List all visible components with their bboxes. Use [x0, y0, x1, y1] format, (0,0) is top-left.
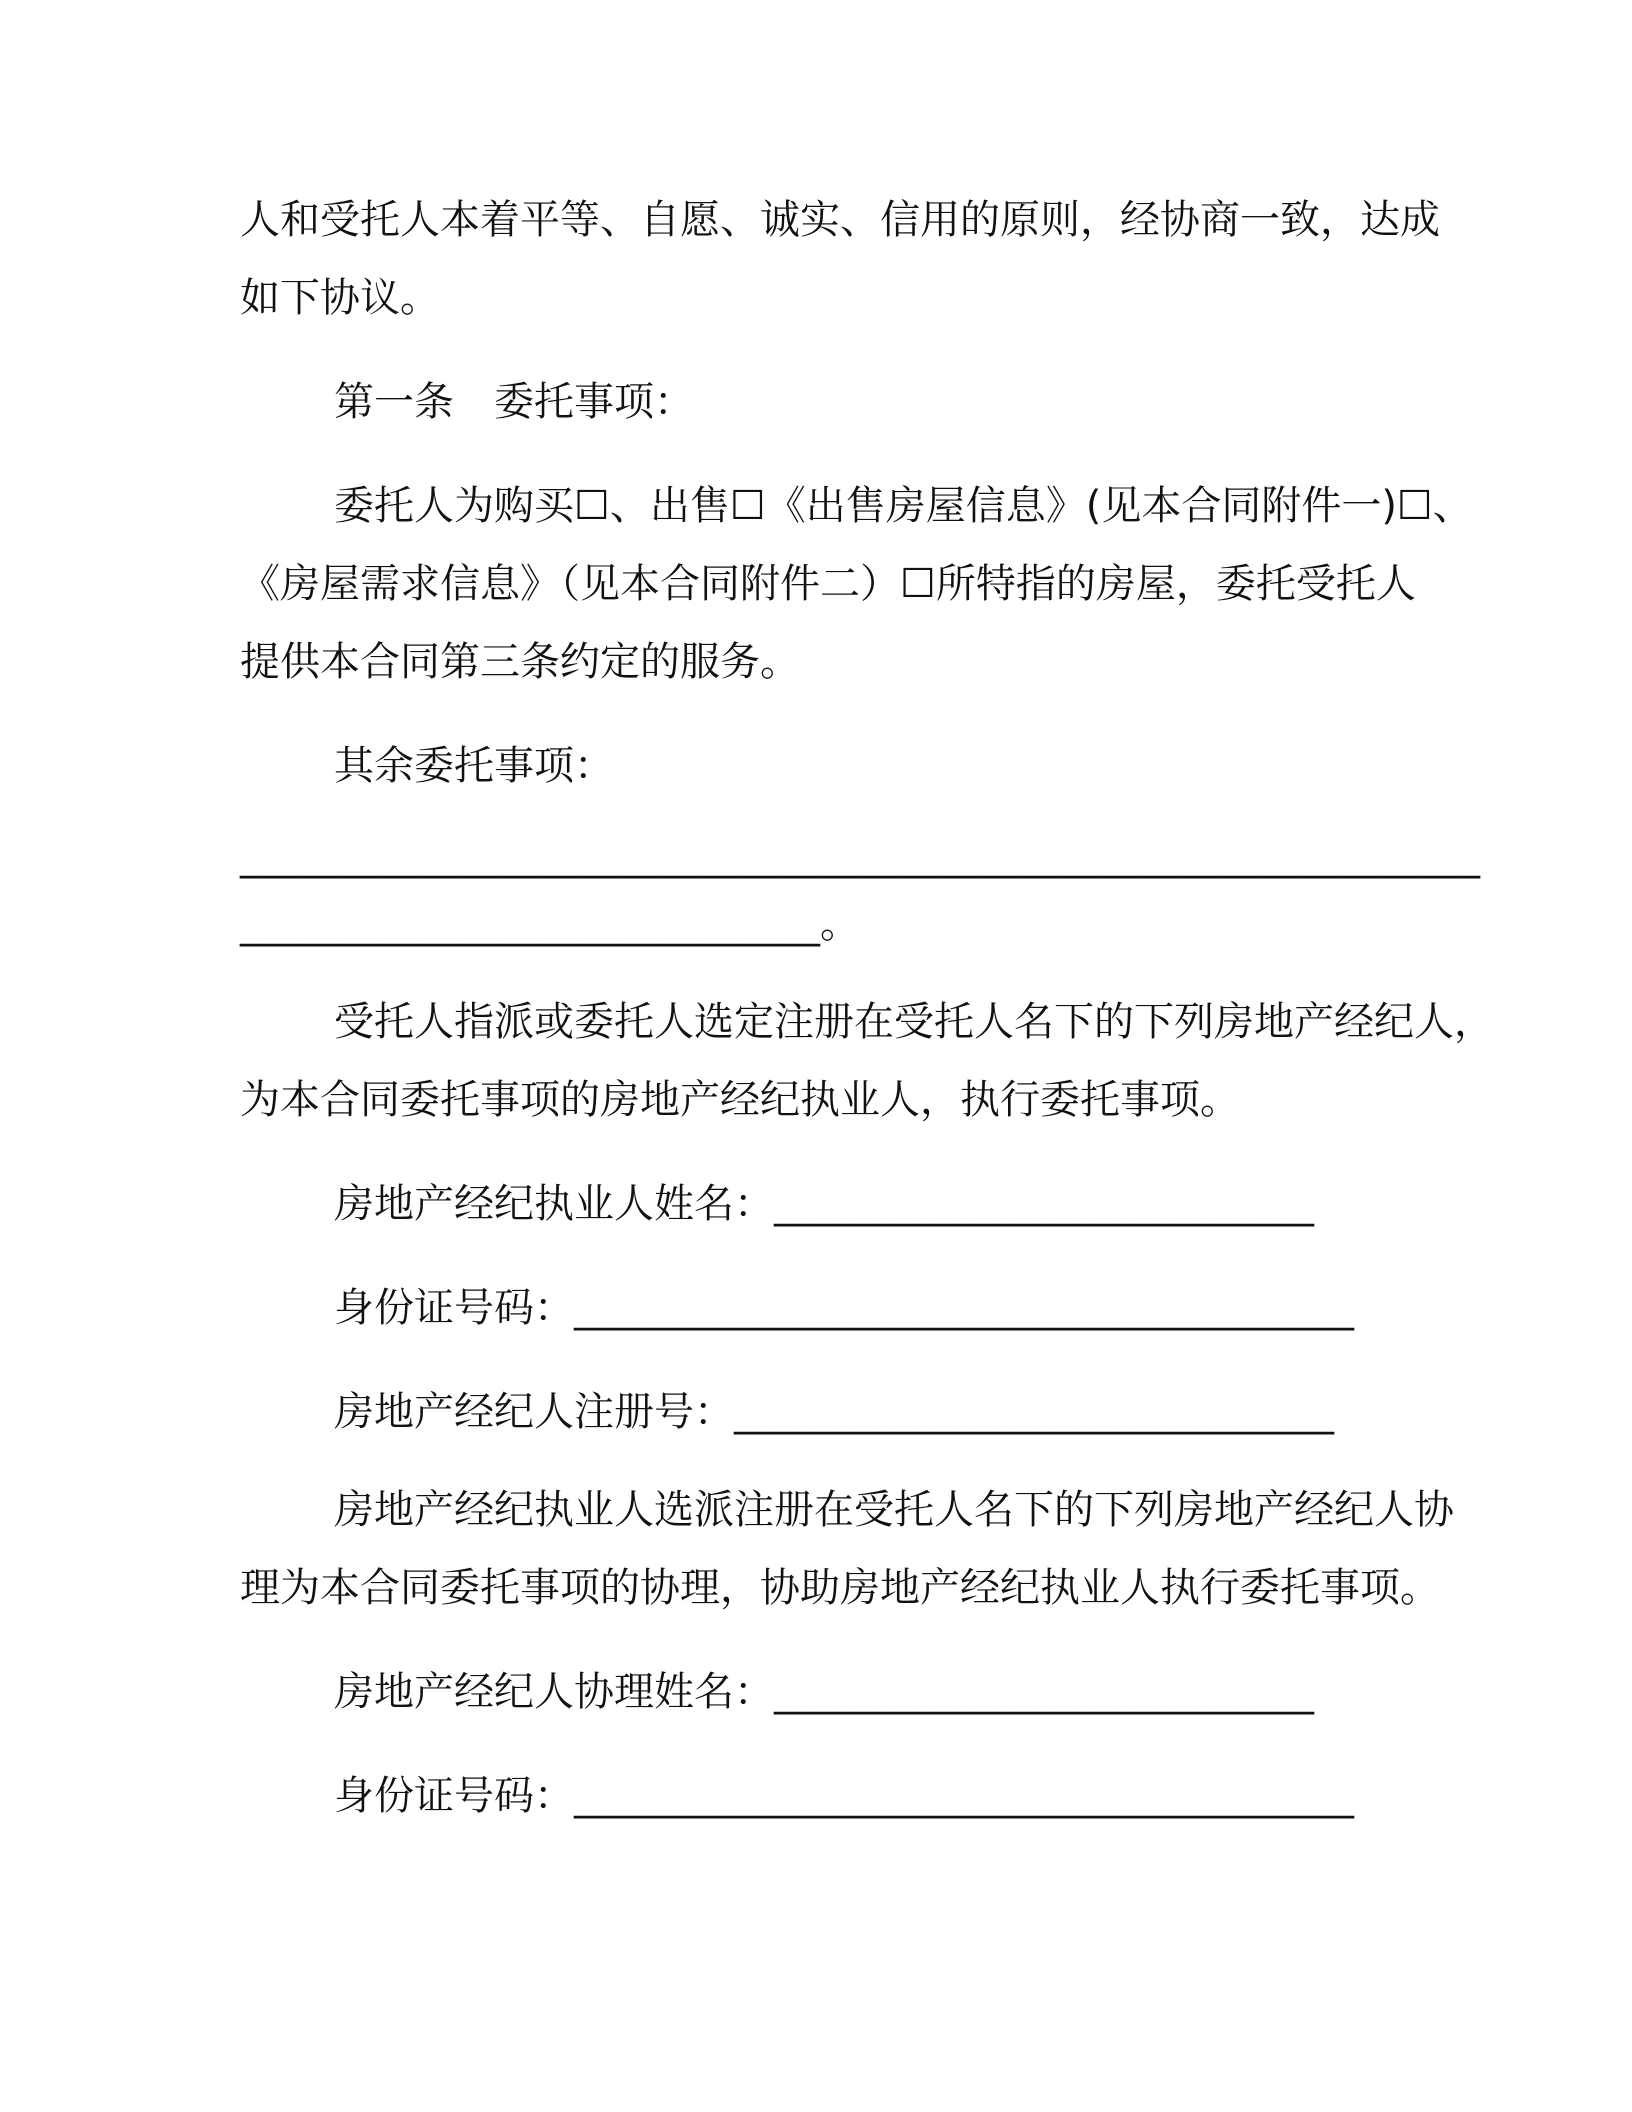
- paragraph-line: 《房屋需求信息》（见本合同附件二）☐所特指的房屋，委托受托人: [240, 561, 1416, 607]
- blank-fill-line: ______________________________________________________________: [240, 833, 1480, 879]
- other-matters-label: 其余委托事项：: [334, 743, 614, 789]
- paragraph-line: 为本合同委托事项的房地产经纪执业人，执行委托事项。: [240, 1077, 1240, 1123]
- blank-fill-line: _____________________________。: [240, 901, 860, 947]
- agent-registration-field: 房地产经纪人注册号：______________________________: [334, 1389, 1334, 1435]
- agent-id-field: 身份证号码：_______________________________________: [334, 1285, 1354, 1331]
- paragraph-line: 如下协议。: [240, 275, 440, 321]
- article-heading: 第一条 委托事项：: [334, 379, 694, 425]
- paragraph-line: 理为本合同委托事项的协理，协助房地产经纪执业人执行委托事项。: [240, 1565, 1440, 1611]
- paragraph-line: 人和受托人本着平等、自愿、诚实、信用的原则，经协商一致，达成: [240, 197, 1440, 243]
- assistant-id-field: 身份证号码：_______________________________________: [334, 1773, 1354, 1819]
- agent-name-field: 房地产经纪执业人姓名：___________________________: [334, 1181, 1314, 1227]
- assistant-name-field: 房地产经纪人协理姓名：___________________________: [334, 1669, 1314, 1715]
- paragraph-line: 房地产经纪执业人选派注册在受托人名下的下列房地产经纪人协: [334, 1487, 1454, 1533]
- paragraph-line: 受托人指派或委托人选定注册在受托人名下的下列房地产经纪人，: [334, 999, 1494, 1045]
- paragraph-line: 提供本合同第三条约定的服务。: [240, 639, 800, 685]
- paragraph-line: 委托人为购买☐、出售☐《出售房屋信息》(见本合同附件一)☐、: [334, 483, 1473, 529]
